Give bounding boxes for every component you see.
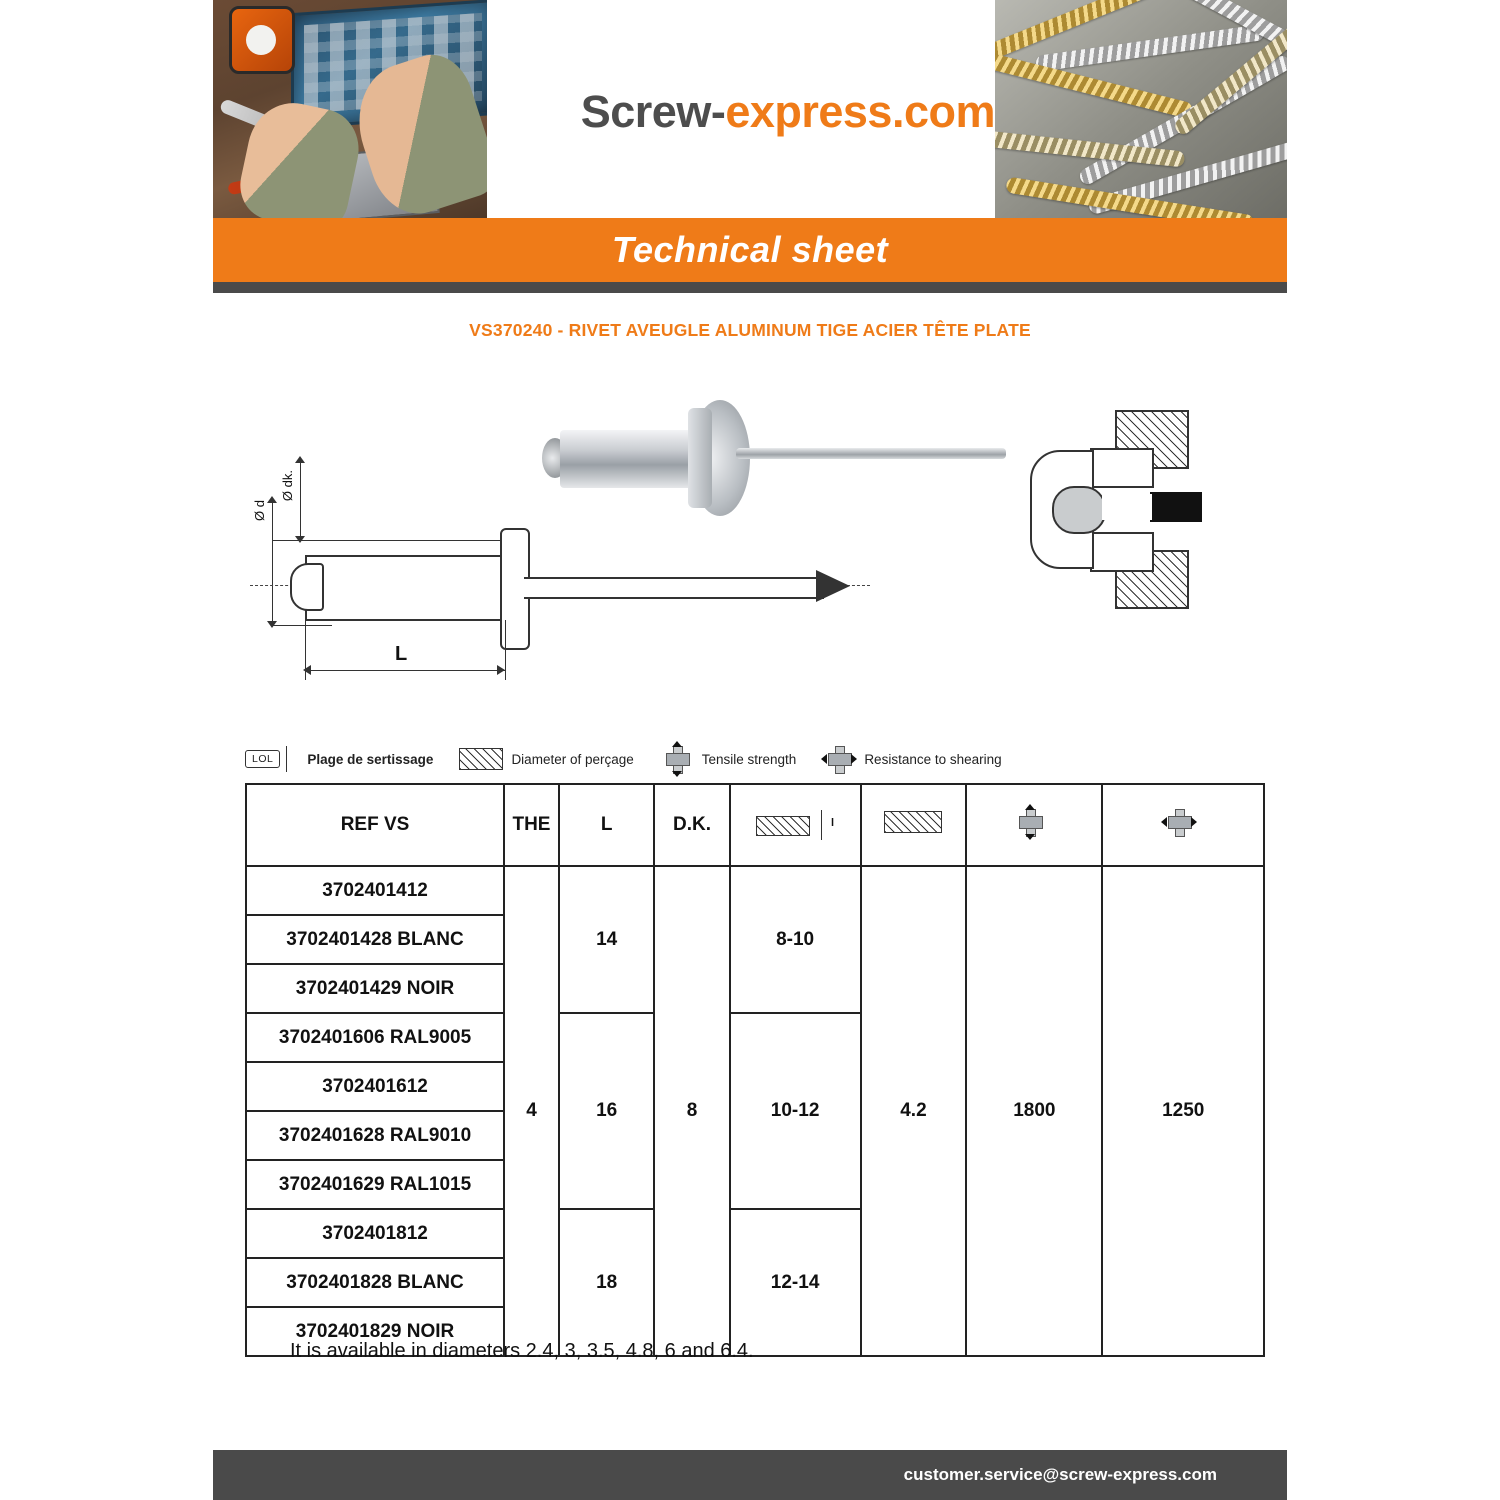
legend-item-tensile: [660, 742, 797, 776]
cell-ref: 3702401828 BLANC: [246, 1258, 504, 1307]
rivet-shear-icon: [822, 742, 856, 776]
cell-ref: 3702401606 RAL9005: [246, 1013, 504, 1062]
column-header-ref: REF VS: [246, 784, 504, 866]
joint-shank: [1102, 494, 1152, 520]
rivet-mandrel-outline: [524, 577, 824, 599]
arrow-d-up: [267, 496, 277, 503]
column-header-the: THE: [504, 784, 559, 866]
cell-ref: 3702401412: [246, 866, 504, 915]
legend-label-clamp-range: Plage de sertissage: [307, 751, 434, 767]
cell-tensile: 1800: [966, 866, 1102, 1356]
rivet-body-outline: [305, 555, 507, 621]
cell-ref: 3702401829 NOIR: [246, 1307, 504, 1356]
brand-logo: [487, 0, 995, 218]
lol-range-icon: l: [756, 810, 834, 840]
cell-ref: 3702401612: [246, 1062, 504, 1111]
cell-dk: 8: [654, 866, 729, 1356]
table-header-row: [246, 784, 1264, 866]
column-header-drill-diameter: [861, 784, 967, 866]
rivet-photo: [540, 390, 1020, 510]
arrow-dk-up: [295, 456, 305, 463]
arrow-L-left: [303, 665, 311, 675]
availability-note: It is available in diameters 2.4, 3, 3.5, 4.8, 6 and 6.4.: [290, 1340, 754, 1362]
ext-line-L-right: [505, 620, 506, 680]
hatch-icon: [459, 748, 503, 770]
page-header: [213, 0, 1287, 218]
specification-table: [245, 783, 1265, 1357]
banner-underline: [213, 282, 1287, 293]
cell-ref: 3702401812: [246, 1209, 504, 1258]
footer-email[interactable]: customer.service@screw-express.com: [903, 1465, 1217, 1484]
column-header-dk: D.K.: [654, 784, 729, 866]
joint-sleeve-top: [1090, 448, 1154, 488]
dimension-label-d: Ø d: [252, 500, 267, 521]
legend-label-drill-diameter: Diameter of perçage: [511, 751, 634, 767]
arrow-L-right: [497, 665, 505, 675]
banner-title-bar: [213, 218, 1287, 282]
rivet-shear-icon: [1162, 805, 1196, 839]
joint-mandrel-head: [1052, 486, 1106, 534]
cell-ref: 3702401628 RAL9010: [246, 1111, 504, 1160]
rivet-tensile-icon: [660, 742, 694, 776]
rivet-section-view: [250, 525, 870, 665]
column-header-clamp-range: [730, 784, 861, 866]
right-margin: [1287, 0, 1500, 1500]
legend-label-shearing: Resistance to shearing: [864, 751, 1002, 767]
rivet-mandrel-tip: [816, 570, 850, 602]
left-margin: [0, 0, 213, 1500]
dim-line-L: [305, 670, 505, 671]
cell-the: 4: [504, 866, 559, 1356]
header-photo-workbench: [213, 0, 487, 218]
legend-item-shearing: [822, 742, 1001, 776]
cell-l: 14: [559, 866, 655, 1013]
cell-shearing: 1250: [1102, 866, 1264, 1356]
cell-ref: 3702401629 RAL1015: [246, 1160, 504, 1209]
cell-l: 18: [559, 1209, 655, 1356]
lol-box-icon: LOL: [245, 750, 280, 768]
cell-clamp-range: 12-14: [730, 1209, 861, 1356]
rivet-tail-outline: [290, 563, 324, 611]
header-photo-screws: [995, 0, 1287, 218]
rivet-tensile-icon: [1013, 805, 1047, 839]
logo-text-secondary: express.com: [725, 86, 995, 137]
table-row: [246, 866, 1264, 915]
legend-item-drill-diameter: [459, 748, 633, 770]
column-header-l: L: [559, 784, 655, 866]
page-title: VS370240 - RIVET AVEUGLE ALUMINUM TIGE ACIER TÊTE PLATE: [469, 320, 1031, 340]
cell-ref: 3702401429 NOIR: [246, 964, 504, 1013]
cell-ref: 3702401428 BLANC: [246, 915, 504, 964]
column-header-tensile: [966, 784, 1102, 866]
tape-measure-image: [229, 6, 295, 74]
cell-drill-diameter: 4.2: [861, 866, 967, 1356]
technical-drawing: [240, 370, 1260, 720]
legend-item-clamp-range: [245, 746, 433, 772]
legend-label-tensile: Tensile strength: [701, 751, 797, 767]
dimension-label-dk: Ø dk.: [280, 470, 295, 502]
legend-row: [245, 735, 1265, 783]
table-body: [246, 866, 1264, 1356]
column-header-shearing: [1102, 784, 1264, 866]
joint-mandrel-break: [1150, 492, 1202, 522]
logo-text: [581, 86, 995, 138]
swoosh-logo-icon: [505, 86, 569, 138]
cell-clamp-range: 8-10: [730, 866, 861, 1013]
set-rivet-joint-view: [1010, 410, 1260, 640]
joint-sleeve-bottom: [1090, 532, 1154, 572]
logo-text-primary: Screw-: [580, 86, 726, 137]
banner-title-text: Technical sheet: [611, 229, 889, 270]
cell-clamp-range: 10-12: [730, 1013, 861, 1209]
hatch-icon: [884, 811, 942, 833]
page-footer: [213, 1450, 1287, 1500]
cell-l: 16: [559, 1013, 655, 1209]
table-header: [246, 784, 1264, 866]
dimension-label-L: L: [395, 643, 408, 665]
